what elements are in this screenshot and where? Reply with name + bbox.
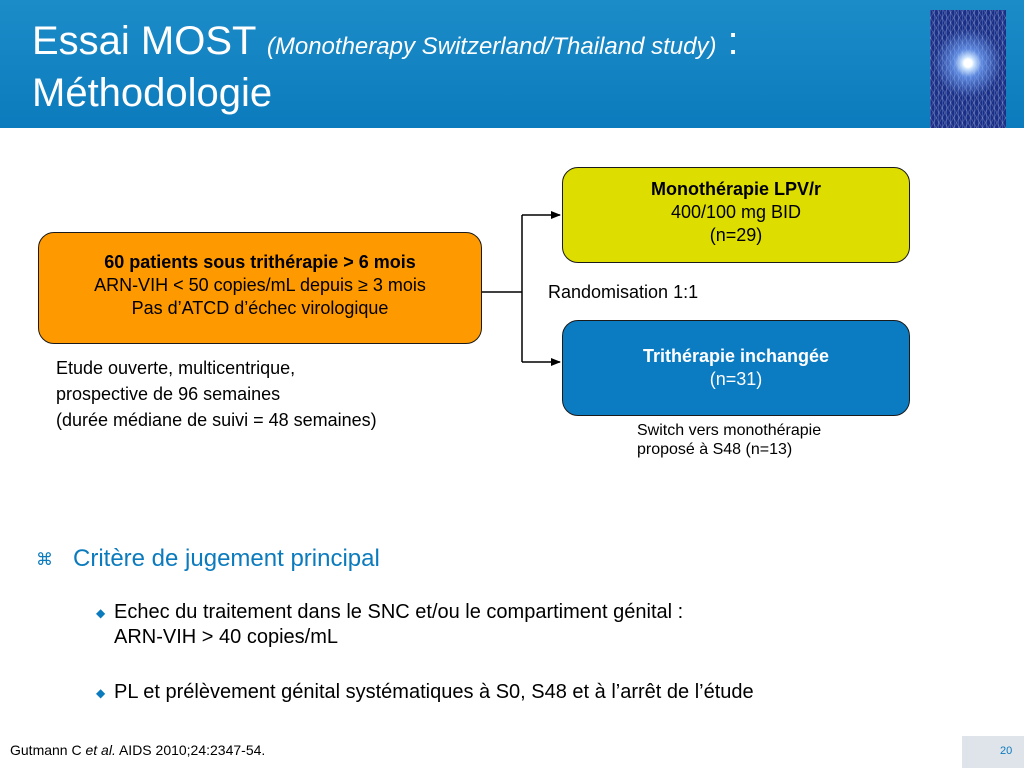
monotherapy-title: Monothérapie LPV/r <box>650 179 821 199</box>
monotherapy-dose: 400/100 mg BID <box>670 202 802 222</box>
inclusion-line1: 60 patients sous trithérapie > 6 mois <box>104 252 416 272</box>
randomisation-label: Randomisation 1:1 <box>548 282 699 302</box>
inclusion-line2: ARN-VIH < 50 copies/mL depuis ≥ 3 mois <box>94 275 426 295</box>
citation <box>10 742 265 758</box>
criteria-bullet-2 <box>114 680 754 705</box>
citation-author: Gutmann C <box>10 742 86 758</box>
study-notes <box>56 355 377 433</box>
criteria-bullet-line: ARN-VIH > 40 copies/mL <box>114 626 338 648</box>
citation-rest: AIDS 2010;24:2347-54. <box>115 742 266 758</box>
monotherapy-box <box>562 167 910 263</box>
title-main: Essai MOST <box>32 19 256 63</box>
study-note-line: prospective de 96 semaines <box>56 384 281 404</box>
inclusion-line3: Pas d’ATCD d’échec virologique <box>131 298 389 318</box>
title-subtitle: (Monotherapy Switzerland/Thailand study) <box>266 33 717 60</box>
switch-note-line: Switch vers monothérapie <box>637 422 822 439</box>
criteria-bullet-line: PL et prélèvement génital systématiques à S0, S48 et à l’arrêt de l’étude <box>114 681 754 703</box>
title-colon: : <box>716 19 739 63</box>
study-note-line: (durée médiane de suivi = 48 semaines) <box>56 410 377 430</box>
monotherapy-n: (n=29) <box>709 225 763 245</box>
switch-note-line: proposé à S48 (n=13) <box>637 441 793 458</box>
tritherapy-n: (n=31) <box>709 369 763 389</box>
citation-etal: et al. <box>85 742 116 758</box>
criteria-bullet-line: Echec du traitement dans le SNC et/ou le compartiment génital : <box>114 601 684 623</box>
study-note-line: Etude ouverte, multicentrique, <box>56 358 296 378</box>
criteria-bullet-1 <box>114 600 683 650</box>
tritherapy-title: Trithérapie inchangée <box>642 346 830 366</box>
inclusion-box <box>38 232 482 344</box>
criteria-heading: Critère de jugement principal <box>73 545 380 572</box>
diamond-bullet-icon: ◆ <box>96 606 106 620</box>
diamond-bullet-icon: ◆ <box>96 686 106 700</box>
tritherapy-box <box>562 320 910 416</box>
title-line2: Méthodologie <box>32 71 273 115</box>
page-number: 20 <box>1000 745 1013 757</box>
page-number-box <box>962 736 1024 768</box>
command-bullet-icon: ⌘ <box>36 550 53 569</box>
switch-note <box>637 421 821 459</box>
